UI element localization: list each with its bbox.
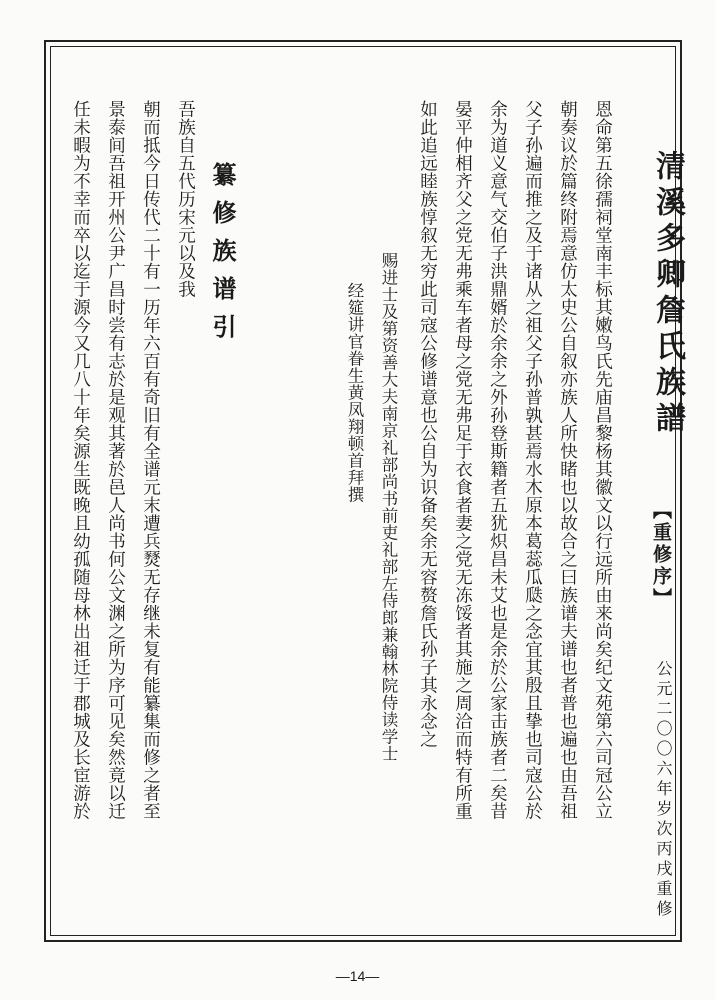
year-note: 公元二〇〇六年岁次丙戌重修 [654, 660, 673, 920]
genealogy-title: 清溪多卿詹氏族譜 [650, 150, 685, 438]
signature-line: 赐进士及第资善大夫南京礼部尚书前吏礼部左侍郎兼翰林院侍读学士 [379, 252, 398, 762]
preface-column: 余为道义意气交伯子洪鼎婿於余余之外孙登斯籍者五犹炽昌未艾也是余於公家击族者二矣昔 [487, 100, 508, 820]
section-label: 【重修序】 [650, 500, 672, 610]
preface-column: 父子孙遍而推之及于诸从之祖父子孙普孰甚焉水木原本葛蕊瓜瓞之念宜其殷且挚也司寇公於 [522, 100, 543, 820]
preface-column: 朝奏议於篇终附焉意仿太史公自叙亦族人所快睹也以故合之曰族谱夫谱也者普也遍也由吾祖 [557, 100, 578, 820]
intro-column: 吾族自五代历宋元以及我 [175, 100, 196, 298]
preface-column: 如此追远睦族惇叙无穷此司寇公修谱意也公自为识备矣余无容赘詹氏孙子其永念之 [417, 100, 438, 748]
preface-column: 恩命第五徐孺祠堂南丰标其嫩鸟氏先庙昌黎杨其徽文以行远所由来尚矣纪文苑第六司冠公立 [592, 100, 613, 820]
intro-column: 景泰间吾祖开州公尹广昌时尝有志於是观其著於邑人尚书何公文渊之所为序可见矣然竟以迁 [105, 100, 126, 820]
intro-column: 朝而抵今日传代二十有一历年六百有奇旧有全谱元末遭兵燹无存继未复有能纂集而修之者至 [140, 100, 161, 820]
preface-column: 晏平仲相齐父之党无弗乘车者母之党无弗足于衣食者妻之党无冻馁者其施之周洽而特有所重 [452, 100, 473, 820]
sub-title: 纂修族谱引 [208, 162, 237, 352]
signature-line: 经筵讲官眷生黄凤翔顿首拜撰 [345, 282, 364, 503]
intro-column: 任未暇为不幸而卒以迄于源今又几八十年矣源生既晚且幼孤随母林出祖迁于郡城及长宦游於 [70, 100, 91, 820]
page-number: —14— [335, 968, 380, 984]
